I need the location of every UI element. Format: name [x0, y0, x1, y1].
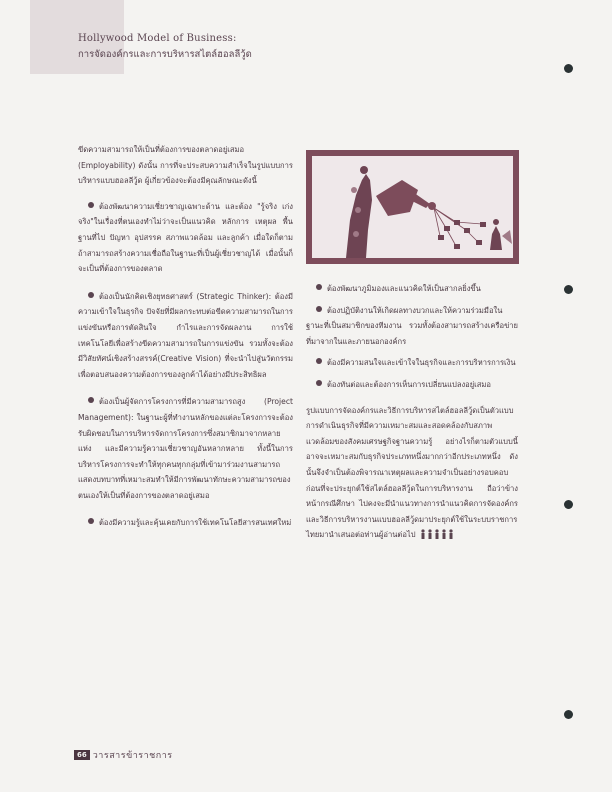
watering-can-illustration-icon: [306, 150, 519, 264]
intro-paragraph: ขีดความสามารถให้เป็นที่ต้องการของตลาดอยู่เสมอ (Employability) ดังนั้น การที่จะประสบความสำเร็จในรูปแบบการบริหารแบบฮอลลีวู้ด ผู้เกี่ยวข้องจะต้องมีคุณลักษณะดังนี้: [78, 145, 293, 186]
bullet-icon: [316, 306, 322, 312]
binder-hole-icon: [564, 500, 573, 509]
bullet-icon: [88, 518, 94, 524]
list-item: ต้องทันต่อและต้องการเห็นการเปลี่ยนแปลงอยู่เสมอ: [306, 377, 518, 393]
list-item: ต้องมีความรู้และคุ้นเคยกับการใช้เทคโนโลยีสารสนเทศใหม่: [78, 515, 293, 531]
list-item: ต้องปฏิบัติงานให้เกิดผลทางบวกและให้ความร่วมมือในฐานะที่เป็นสมาชิกของทีมงาน รวมทั้งต้องสามารถสร้างเครือข่ายที่มาจากในและภายนอกองค์กร: [306, 305, 518, 346]
list-item: ต้องพัฒนาความเชี่ยวชาญเฉพาะด้าน และต้อง "รู้จริง เก่งจริง"ในเรื่องที่ตนเองทำไม่ว่าจะเป็นแนวคิด หลักการ เหตุผล พื้นฐานที่ไป ปัญหา อุปสรรค สภาพแวดล้อม และลูกค้า เมื่อใดก็ตามถ้าสามารถสร้างความเชื่อถือในฐานะที่เป็นผู้เชี่ยวชาญได้ เมื่อนั้นก็จะเป็นที่ต้องการของตลาด: [78, 201, 293, 274]
people-icon: [420, 529, 454, 539]
binder-hole-icon: [564, 285, 573, 294]
illustration-figure: [306, 150, 519, 264]
right-column: [306, 281, 518, 553]
bullet-icon: [88, 292, 94, 298]
list-item: ต้องพัฒนาภูมิมองและแนวคิดให้เป็นสากลยิ่งขึ้น: [306, 281, 518, 297]
bullet-icon: [88, 397, 94, 403]
binder-hole-icon: [564, 64, 573, 73]
bullet-icon: [316, 358, 322, 364]
bullet-icon: [316, 284, 322, 290]
header-subtitle: การจัดองค์กรและการบริหารสไตล์ฮอลลีวู้ด: [78, 49, 252, 60]
binder-hole-icon: [564, 710, 573, 719]
footer-label: วารสารข้าราชการ: [92, 751, 173, 761]
running-header: [78, 33, 328, 62]
list-item: ต้องมีความสนใจและเข้าใจในธุรกิจและการบริหารการเงิน: [306, 355, 518, 371]
page-number: 66: [74, 750, 90, 760]
bullet-icon: [88, 202, 94, 208]
list-item: ต้องเป็นนักคิดเชิงยุทธศาสตร์ (Strategic Thinker): ต้องมีความเข้าใจในธุรกิจ ปัจจัยที่มีผลกระทบต่อขีดความสามารถในการแข่งขันหรือการตัดสินใจ กำไรและการจัดผลงาน การใช้เทคโนโลยีเพื่อสร้างขีดความสามารถในการแข่งขัน รวมทั้งจะต้องมีวิสัยทัศน์เชิงสร้างสรรค์(Creative Vision) ที่จะนำไปสู่นวัตกรรมเพื่อตอบสนองความต้องการของลูกค้าได้อย่างมีประสิทธิผล: [78, 291, 293, 379]
list-item: ต้องเป็นผู้จัดการโครงการที่มีความสามารถสูง (Project Management): ในฐานะผู้ที่ทำงานหลักของแต่ละโครงการจะต้องรับผิดชอบในการบริหารจัดการโครงการซึ่งสมาชิกมาจากหลายแห่ง และมีความรู้ความเชี่ยวชาญอันหลากหลาย ทั้งนี้ในการบริหารโครงการจะทำให้ทุกคนทุกกลุ่มที่เข้ามาร่วมงานสามารถแสดงบทบาทที่เหมาะสมทำให้มีการพัฒนาทักษะความสามารถของตนเองให้เป็นที่ต้องการของตลาดอยู่เสมอ: [78, 397, 293, 500]
closing-paragraph: รูปแบบการจัดองค์กรและวิธีการบริหารสไตล์ฮอลลีวู้ดเป็นตัวแบบการดำเนินธุรกิจที่มีความเหมาะสมและสอดคล้องกับสภาพแวดล้อมของสังคมเศรษฐกิจฐานความรู้ อย่างไรก็ตามตัวแบบนี้อาจจะเหมาะสมกับธุรกิจประเภทหนึ่งมากกว่าอีกประเภทหนึ่ง ดังนั้นจึงจำเป็นต้องพิจารณาเหตุผลและความจำเป็นอย่างรอบคอบก่อนที่จะประยุกต์ใช้สไตล์ฮอลลีวู้ดในการบริหารงาน ถือว่าข้างหน้ากรณีศึกษา ไปคงจะมีนำแนวทางการนำแนวคิดการจัดองค์กรและวิธีการบริหารงานแบบฮอลลีวู้ดมาประยุกต์ใช้ในระบบราชการไทยมานำเสนอต่อท่านผู้อ่านต่อไป: [306, 405, 518, 540]
left-column: [78, 142, 293, 543]
page-footer: [74, 748, 173, 762]
header-title: Hollywood Model of Business:: [78, 33, 237, 44]
bullet-icon: [316, 380, 322, 386]
